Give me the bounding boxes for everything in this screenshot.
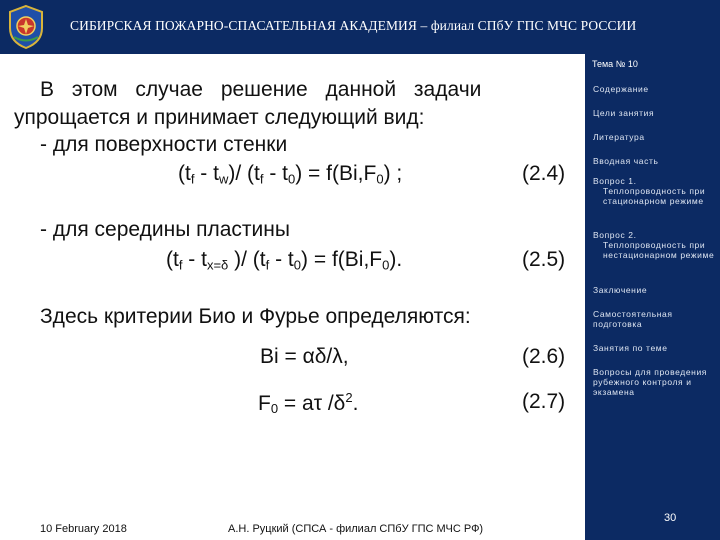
footer-date: 10 February 2018	[40, 523, 127, 535]
footer-author: А.Н. Руцкий (СПСА - филиал СПбУ ГПС МЧС РФ)	[228, 523, 484, 535]
sidebar-item-self-study[interactable]: Самостоятельная подготовка	[593, 309, 673, 329]
content-line-4: - для середины пластины	[40, 218, 290, 241]
content-line-1: В этом случае решение данной задачи	[40, 78, 482, 101]
topic-label: Тема № 10	[592, 59, 638, 69]
content-line-5: Здесь критерии Био и Фурье определяются:	[40, 305, 471, 328]
sidebar-item-topic-lessons[interactable]: Занятия по теме	[593, 343, 668, 353]
equation-2-5: ($t_f - t_{x=\delta}$ )/ $(t_f - t_0) = f(Bi,F_0)$.	[166, 248, 403, 273]
sidebar-nav	[585, 54, 720, 540]
page-number: 30	[664, 512, 677, 524]
header-bar	[0, 0, 720, 54]
equation-number-2-6: (2.6)	[522, 345, 566, 368]
sidebar-item-intro[interactable]: Вводная часть	[593, 156, 659, 166]
sidebar-item-conclusion[interactable]: Заключение	[593, 285, 648, 295]
equation-2-6: Bi = αδ/λ,	[260, 345, 349, 368]
content-line-2: упрощается и принимает следующий вид:	[14, 106, 425, 129]
sidebar-item-question-1[interactable]: Вопрос 1. Теплопроводность при стационарном режиме	[593, 176, 706, 206]
sidebar-item-question-2[interactable]: Вопрос 2. Теплопроводность при нестационарном режиме	[593, 230, 715, 260]
equation-number-2-7: (2.7)	[522, 390, 566, 413]
equation-number-2-4: (2.4)	[522, 162, 566, 185]
sidebar-item-control-questions[interactable]: Вопросы для проведения рубежного контроля и экзамена	[593, 367, 708, 397]
equation-2-7: $F_0 = a\tau$ $/\delta^2$.	[258, 390, 359, 417]
equation-number-2-5: (2.5)	[522, 248, 566, 271]
equation-2-4: $(t_f - t_w)/$ $(t_f - t_0) = f(Bi,F_0)$ ;	[178, 162, 403, 187]
sidebar-item-goals[interactable]: Цели занятия	[593, 108, 655, 118]
sidebar-item-literature[interactable]: Литература	[593, 132, 645, 142]
content-line-3: - для поверхности стенки	[40, 133, 288, 156]
sidebar-item-contents[interactable]: Содержание	[593, 84, 649, 94]
header-title: СИБИРСКАЯ ПОЖАРНО-СПАСАТЕЛЬНАЯ АКАДЕМИЯ – филиал СПбУ ГПС МЧС РОССИИ	[70, 18, 637, 33]
academy-emblem-icon	[6, 4, 46, 50]
